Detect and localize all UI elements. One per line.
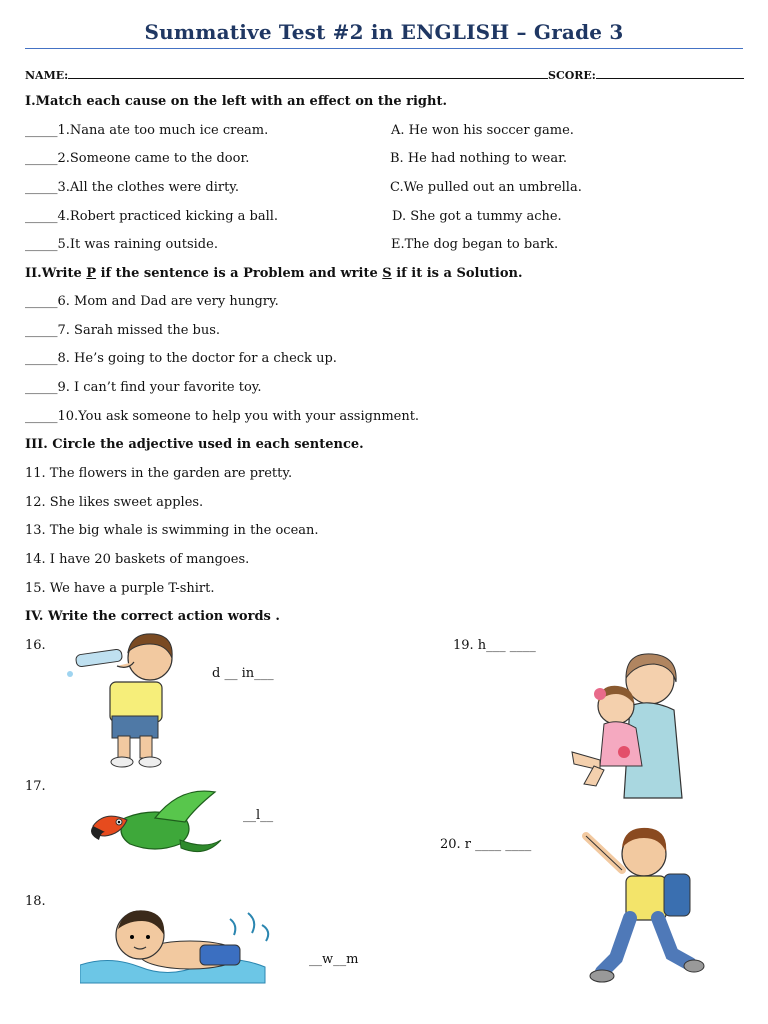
problem-solution-item: _____6. Mom and Dad are very hungry. <box>25 294 279 309</box>
effect-item: E.The dog began to bark. <box>391 237 559 252</box>
q17-answer: __l__ <box>243 808 274 823</box>
problem-solution-item: _____10.You ask someone to help you with your assignment. <box>25 409 420 424</box>
effect-item: D. She got a tummy ache. <box>392 209 562 224</box>
adjective-item: 12. She likes sweet apples. <box>25 495 204 510</box>
adjective-item: 11. The flowers in the garden are pretty. <box>25 466 293 481</box>
page-title: Summative Test #2 in ENGLISH – Grade 3 <box>144 20 624 44</box>
part1-heading: I.Match each cause on the left with an effect on the right. <box>25 94 447 109</box>
title-rule <box>25 48 743 49</box>
cause-item: _____3.All the clothes were dirty. <box>25 180 240 195</box>
name-label: NAME: <box>25 69 69 82</box>
adjective-item: 15. We have a purple T-shirt. <box>25 581 215 596</box>
q20-label: 20. r ____ ____ <box>440 837 532 852</box>
hugging-illustration <box>564 648 694 808</box>
score-label: SCORE: <box>548 69 596 82</box>
effect-item: A. He won his soccer game. <box>391 123 574 138</box>
problem-solution-item: _____9. I can’t find your favorite toy. <box>25 380 262 395</box>
q19-label: 19. h___ ____ <box>453 638 536 653</box>
adjective-item: 13. The big whale is swimming in the ocean. <box>25 523 319 538</box>
cause-item: _____1.Nana ate too much ice cream. <box>25 123 269 138</box>
q16-answer: d __ in___ <box>212 666 274 681</box>
part3-heading: III. Circle the adjective used in each sentence. <box>25 437 364 452</box>
score-blank[interactable] <box>596 67 744 79</box>
name-field[interactable] <box>25 67 548 82</box>
effect-item: B. He had nothing to wear. <box>390 151 568 166</box>
boy-running-illustration <box>582 818 712 993</box>
q16-number: 16. <box>25 638 46 653</box>
parrot-flying-illustration <box>85 788 225 868</box>
score-field[interactable] <box>548 67 744 82</box>
boy-swimming-illustration <box>80 905 280 985</box>
cause-item: _____5.It was raining outside. <box>25 237 218 252</box>
adjective-item: 14. I have 20 baskets of mangoes. <box>25 552 250 567</box>
problem-solution-item: _____8. He’s going to the doctor for a check up. <box>25 351 337 366</box>
part4-heading: IV. Write the correct action words . <box>25 609 280 624</box>
problem-solution-item: _____7. Sarah missed the bus. <box>25 323 221 338</box>
boy-drinking-illustration <box>62 630 187 770</box>
q18-number: 18. <box>25 894 46 909</box>
cause-item: _____4.Robert practiced kicking a ball. <box>25 209 279 224</box>
part2-heading: II.Write P if the sentence is a Problem and write S if it is a Solution. <box>25 266 523 281</box>
effect-item: C.We pulled out an umbrella. <box>390 180 582 195</box>
name-blank[interactable] <box>68 67 548 79</box>
q17-number: 17. <box>25 779 46 794</box>
cause-item: _____2.Someone came to the door. <box>25 151 250 166</box>
q18-answer: __w__m <box>309 952 359 967</box>
